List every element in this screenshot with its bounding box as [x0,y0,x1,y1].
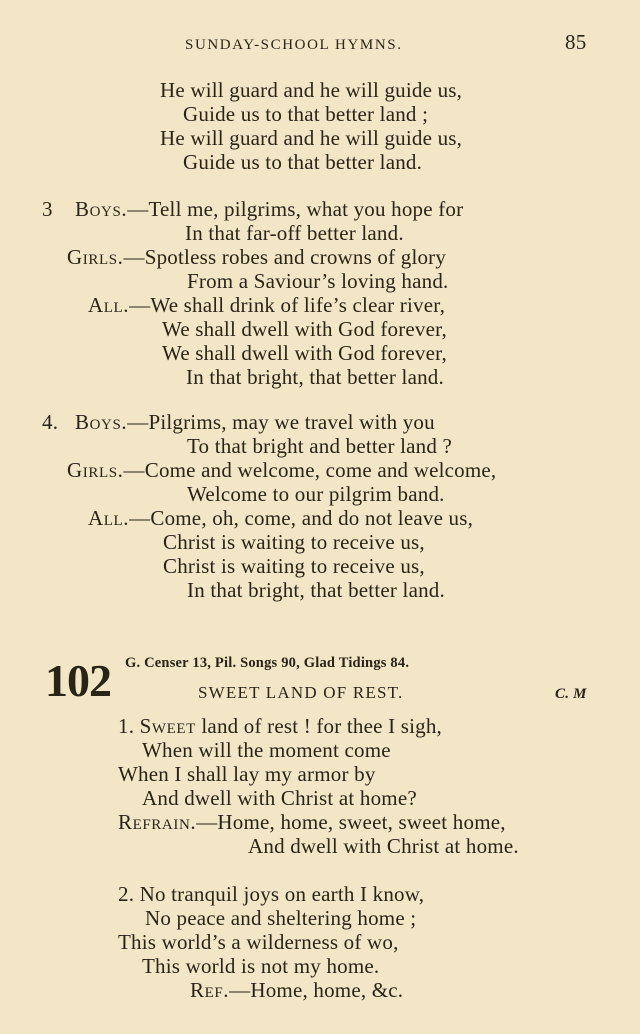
stanza-2-line-1 [118,882,424,906]
speaker-label: Girls. [67,458,124,482]
verse-text: —Come and welcome, come and welcome, [123,458,497,482]
verse-line: This world’s a wilderness of wo, [118,930,399,954]
refrain-label: Refrain. [118,810,197,834]
verse-line: This world is not my home. [142,954,380,978]
stanza-1-line-1 [118,714,442,738]
hymn-title: SWEET LAND OF REST. [198,683,404,702]
verse-line: We shall dwell with God forever, [162,317,447,341]
verse-line: Welcome to our pilgrim band. [187,482,445,506]
verse-text: —Pilgrims, may we travel with you [127,410,435,434]
verse-line: In that far-off better land. [185,221,404,245]
verse-line: Christ is waiting to receive us, [163,530,425,554]
verse-text: —Home, home, &c. [229,978,404,1002]
verse-line: He will guard and he will guide us, [160,78,463,102]
speaker-label: Boys. [75,410,128,434]
verse-text: —We shall drink of life’s clear river, [129,293,446,317]
verse-text: —Tell me, pilgrims, what you hope for [127,197,464,221]
stanza-4-girls [67,458,496,482]
stanza-4-all [88,506,473,530]
stanza-4-boys [75,410,435,434]
verse-line: And dwell with Christ at home. [248,834,519,858]
stanza-number: 3 [42,197,53,221]
verse-text: —Home, home, sweet, sweet home, [196,810,506,834]
stanza-number: 4. [42,410,59,434]
refrain-short [190,978,403,1002]
stanza-3-all [88,293,445,317]
page-number: 85 [565,30,587,54]
verse-line: In that bright, that better land. [187,578,445,602]
verse-line: Guide us to that better land. [183,150,423,174]
verse-line: When will the moment come [142,738,391,762]
stanza-3-boys [75,197,463,221]
hymn-meter: C. M [555,686,587,702]
hymn-references: G. Censer 13, Pil. Songs 90, Glad Tidings 84. [125,655,410,671]
stanza-number: 1. [118,714,135,738]
speaker-label: Girls. [67,245,124,269]
verse-text: No tranquil joys on earth I know, [139,882,425,906]
verse-line: Guide us to that better land ; [183,102,429,126]
hymn-number: 102 [45,655,111,706]
stanza-3-girls [67,245,446,269]
verse-text: —Come, oh, come, and do not leave us, [129,506,474,530]
verse-text: —Spotless robes and crowns of glory [123,245,447,269]
verse-line: No peace and sheltering home ; [145,906,417,930]
verse-line: To that bright and better land ? [187,434,453,458]
verse-line: In that bright, that better land. [186,365,444,389]
running-title: SUNDAY-SCHOOL HYMNS. [185,37,403,53]
refrain [118,810,506,834]
verse-line: He will guard and he will guide us, [160,126,463,150]
speaker-label: All. [88,506,130,530]
verse-line: From a Saviour’s loving hand. [187,269,449,293]
verse-line: Christ is waiting to receive us, [163,554,425,578]
verse-line: And dwell with Christ at home? [142,786,417,810]
speaker-label: Boys. [75,197,128,221]
verse-line: We shall dwell with God forever, [162,341,447,365]
first-word: Sweet [139,714,196,738]
verse-line: When I shall lay my armor by [118,762,376,786]
stanza-number: 2. [118,882,135,906]
speaker-label: All. [88,293,130,317]
refrain-label: Ref. [190,978,230,1002]
verse-text: land of rest ! for thee I sigh, [195,714,443,738]
